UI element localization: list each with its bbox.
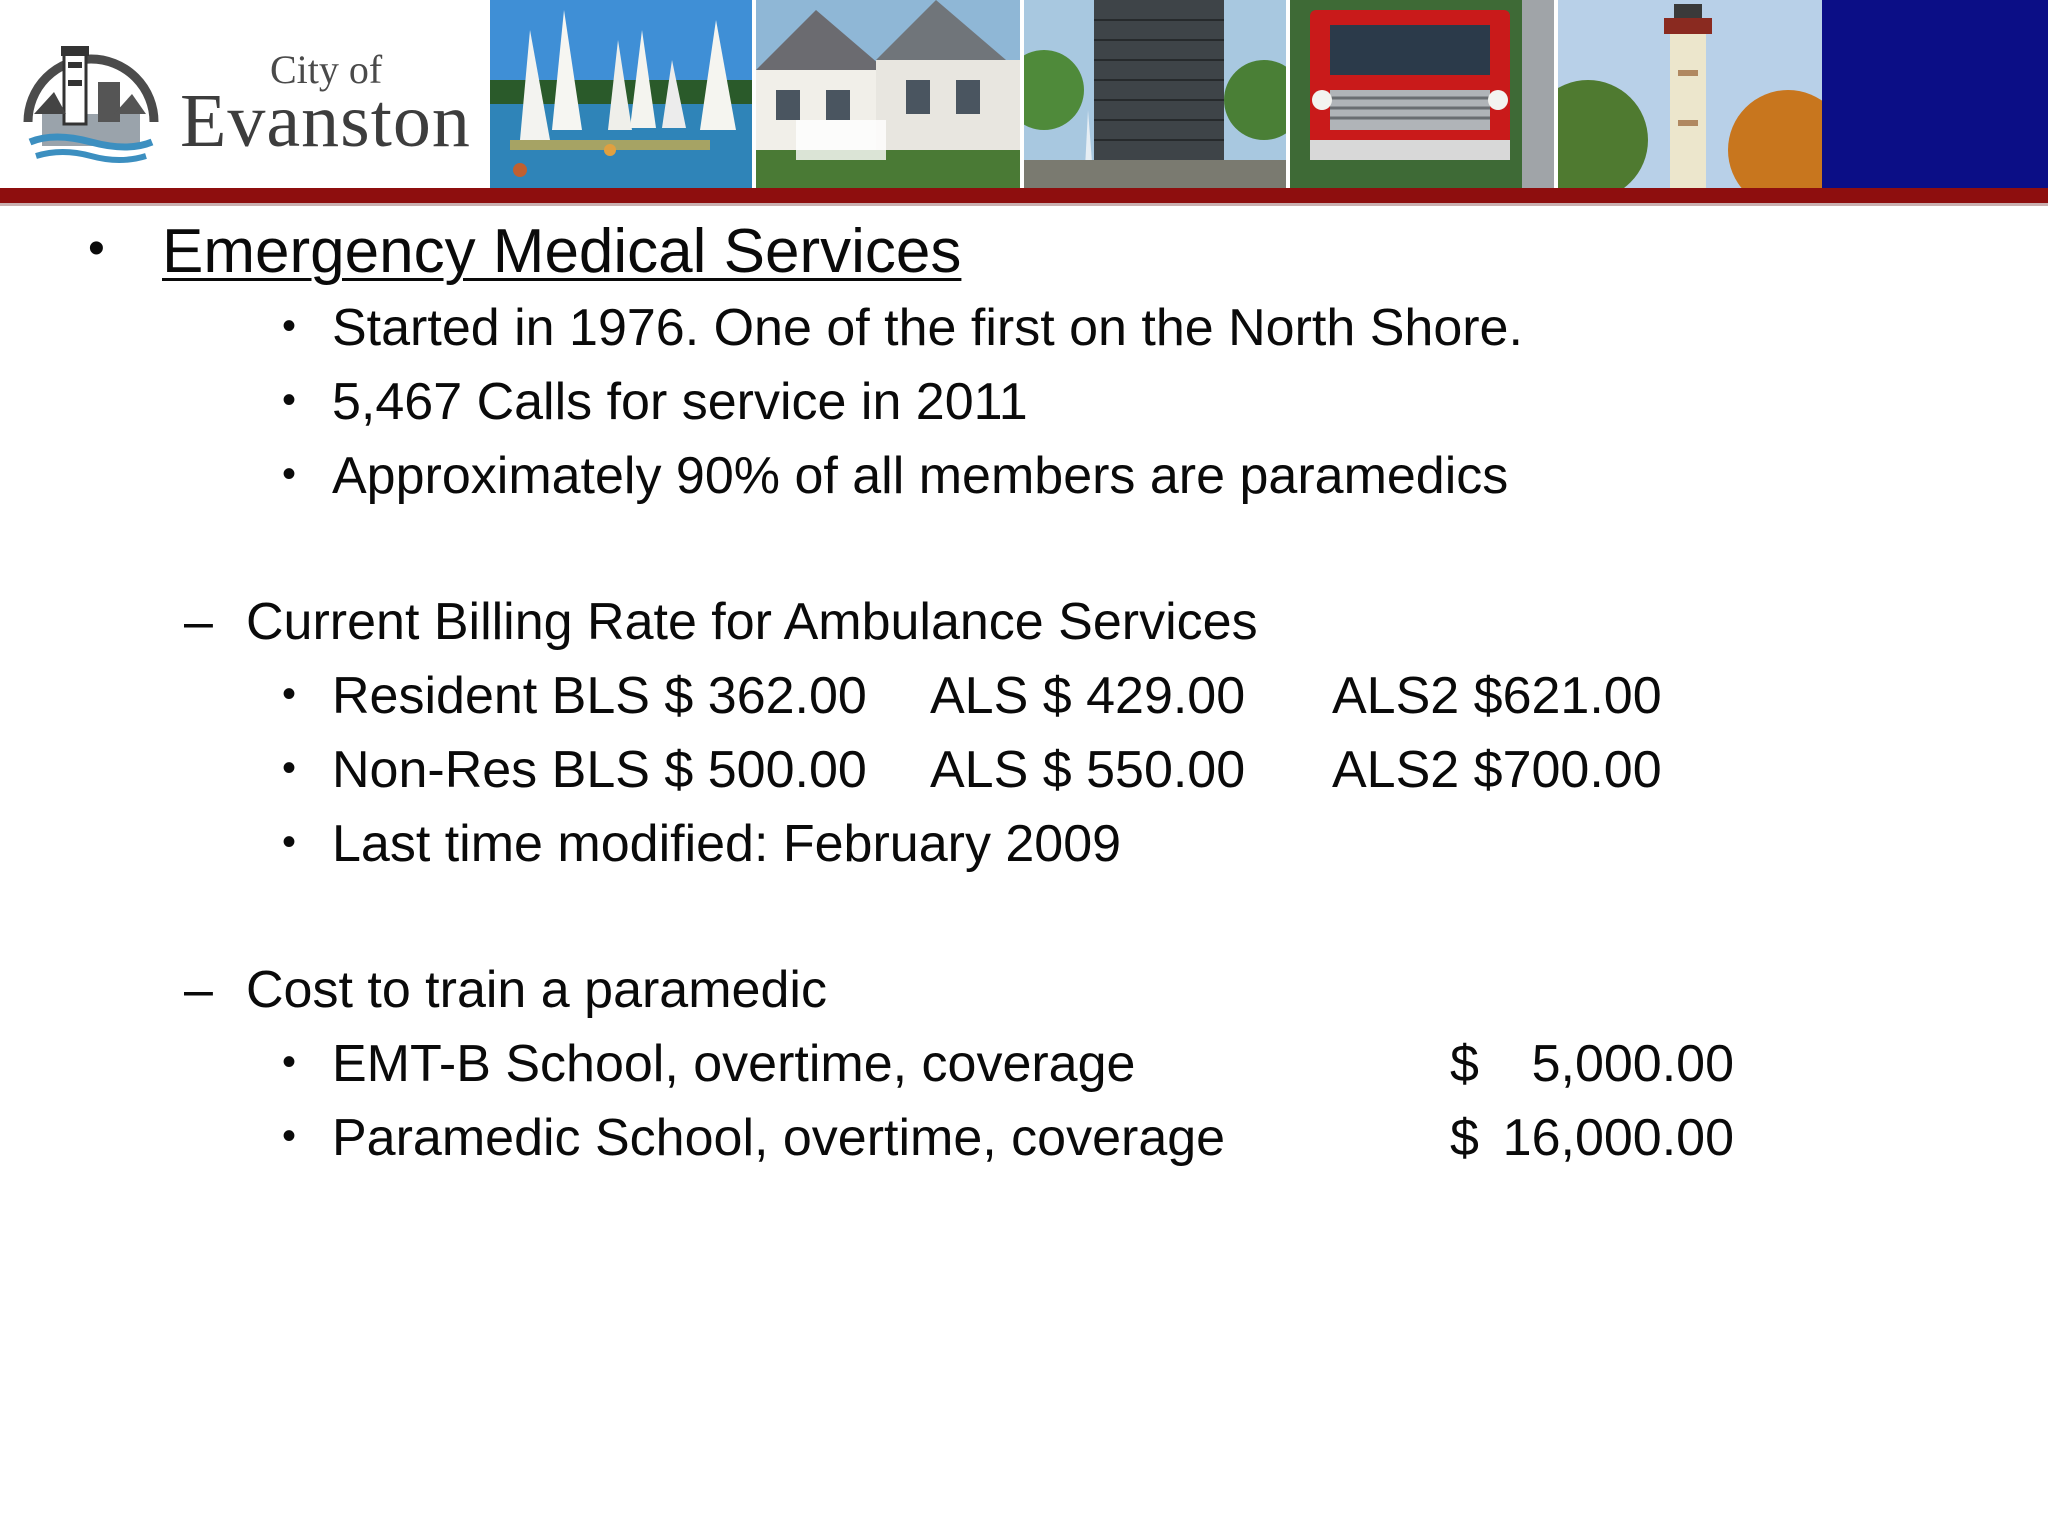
bullet-dot-icon: • xyxy=(282,746,297,790)
nonres-als: ALS $ 550.00 xyxy=(930,741,1246,799)
section-dash-icon: – xyxy=(184,961,213,1019)
resident-als: ALS $ 429.00 xyxy=(930,667,1246,725)
bullet-dot-icon: • xyxy=(282,452,297,496)
bullet-dot-icon: • xyxy=(282,1040,297,1084)
training-paramedic-currency: $ xyxy=(1450,1109,1479,1167)
fire-truck-photo xyxy=(1290,0,1554,188)
training-paramedic-amount: 16,000.00 xyxy=(1502,1109,1734,1167)
header-navy-block xyxy=(1822,0,2048,188)
sailboats-photo xyxy=(490,0,752,188)
training-emt-amount: 5,000.00 xyxy=(1531,1035,1734,1093)
training-emt-currency: $ xyxy=(1450,1035,1479,1093)
bullet-dot-icon: • xyxy=(282,820,297,864)
title-bullet-icon: • xyxy=(88,222,105,275)
intro-point-1: Started in 1976. One of the first on the North Shore. xyxy=(332,299,1523,357)
lighthouse-photo xyxy=(1558,0,1822,188)
section-dash-icon: – xyxy=(184,593,213,651)
logo-city-of: City of xyxy=(270,47,383,92)
resident-bls: Resident BLS $ 362.00 xyxy=(332,667,867,725)
city-logo[interactable] xyxy=(0,0,488,188)
resident-als2: ALS2 $621.00 xyxy=(1332,667,1662,725)
intro-point-2: 5,467 Calls for service in 2011 xyxy=(332,373,1028,431)
tower-photo xyxy=(1024,0,1286,188)
slide-title: Emergency Medical Services xyxy=(162,217,962,286)
bullet-dot-icon: • xyxy=(282,378,297,422)
intro-point-3: Approximately 90% of all members are paramedics xyxy=(332,447,1509,505)
bullet-dot-icon: • xyxy=(282,304,297,348)
logo-evanston: Evanston xyxy=(180,79,471,163)
header-red-rule xyxy=(0,188,2048,203)
city-seal-icon xyxy=(14,22,168,172)
last-modified: Last time modified: February 2009 xyxy=(332,815,1122,873)
nonres-als2: ALS2 $700.00 xyxy=(1332,741,1662,799)
header-banner xyxy=(0,0,2048,188)
billing-heading: Current Billing Rate for Ambulance Services xyxy=(246,593,1258,651)
houses-photo xyxy=(756,0,1020,188)
bullet-dot-icon: • xyxy=(282,672,297,716)
bullet-dot-icon: • xyxy=(282,1114,297,1158)
nonres-bls: Non-Res BLS $ 500.00 xyxy=(332,741,867,799)
training-heading: Cost to train a paramedic xyxy=(246,961,827,1019)
training-item-emt: EMT-B School, overtime, coverage xyxy=(332,1035,1136,1093)
training-item-paramedic: Paramedic School, overtime, coverage xyxy=(332,1109,1226,1167)
slide-content xyxy=(0,206,2048,1536)
